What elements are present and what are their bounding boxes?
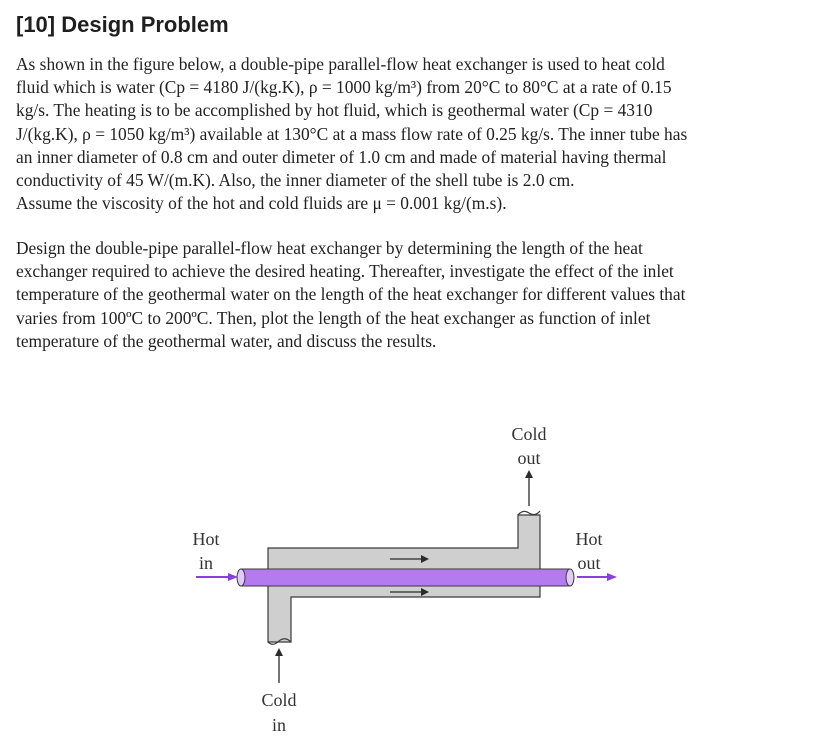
- cold-in-label-line2: in: [271, 715, 287, 735]
- paragraph-line: varies from 100ºC to 200ºC. Then, plot the length of the heat exchanger as function of inlet: [16, 307, 651, 328]
- hot-in-label-line1: Hot: [192, 529, 220, 549]
- inner-tube-outlet-end: [566, 569, 574, 586]
- paragraph-line: temperature of the geothermal water, and discuss the results.: [16, 330, 437, 351]
- problem-heading: [10] Design Problem: [16, 12, 229, 37]
- paragraph-line: Assume the viscosity of the hot and cold fluids are μ = 0.001 kg/(m.s).: [16, 193, 507, 214]
- paragraph-line: conductivity of 45 W/(m.K). Also, the inner diameter of the shell tube is 2.0 cm.: [16, 170, 575, 191]
- hot-out-label-line1: Hot: [575, 529, 603, 549]
- paragraph-line: an inner diameter of 0.8 cm and outer dimeter of 1.0 cm and made of material having thermal: [16, 146, 667, 167]
- hot-in-label-line2: in: [198, 553, 214, 573]
- inner-tube: [241, 569, 570, 586]
- paragraph-line: fluid which is water (Cp = 4180 J/(kg.K), ρ = 1000 kg/m³) from 20°C to 80°C at a rate of 0.15: [16, 77, 672, 98]
- paragraph-line: exchanger required to achieve the desired heating. Thereafter, investigate the effect of the inlet: [16, 261, 674, 282]
- inner-tube-inlet-end: [237, 569, 245, 586]
- paragraph-line: kg/s. The heating is to be accomplished by hot fluid, which is geothermal water (Cp = 4310: [16, 100, 653, 121]
- paragraph-line: Design the double-pipe parallel-flow heat exchanger by determining the length of the heat: [16, 238, 643, 258]
- cold-out-label-line1: Cold: [511, 424, 547, 444]
- paragraph-line: temperature of the geothermal water on the length of the heat exchanger for different values that: [16, 284, 686, 305]
- problem-statement: [16, 53, 806, 215]
- design-task: [16, 237, 806, 353]
- paragraph-line: As shown in the figure below, a double-pipe parallel-flow heat exchanger is used to heat cold: [16, 54, 665, 74]
- hot-out-label-line2: out: [577, 553, 601, 573]
- paragraph-line: J/(kg.K), ρ = 1050 kg/m³) available at 130°C at a mass flow rate of 0.25 kg/s. The inner tube has: [16, 123, 688, 144]
- cold-out-label-line2: out: [517, 448, 541, 468]
- heat-exchanger-figure: [0, 380, 836, 754]
- cold-in-label-line1: Cold: [261, 690, 297, 710]
